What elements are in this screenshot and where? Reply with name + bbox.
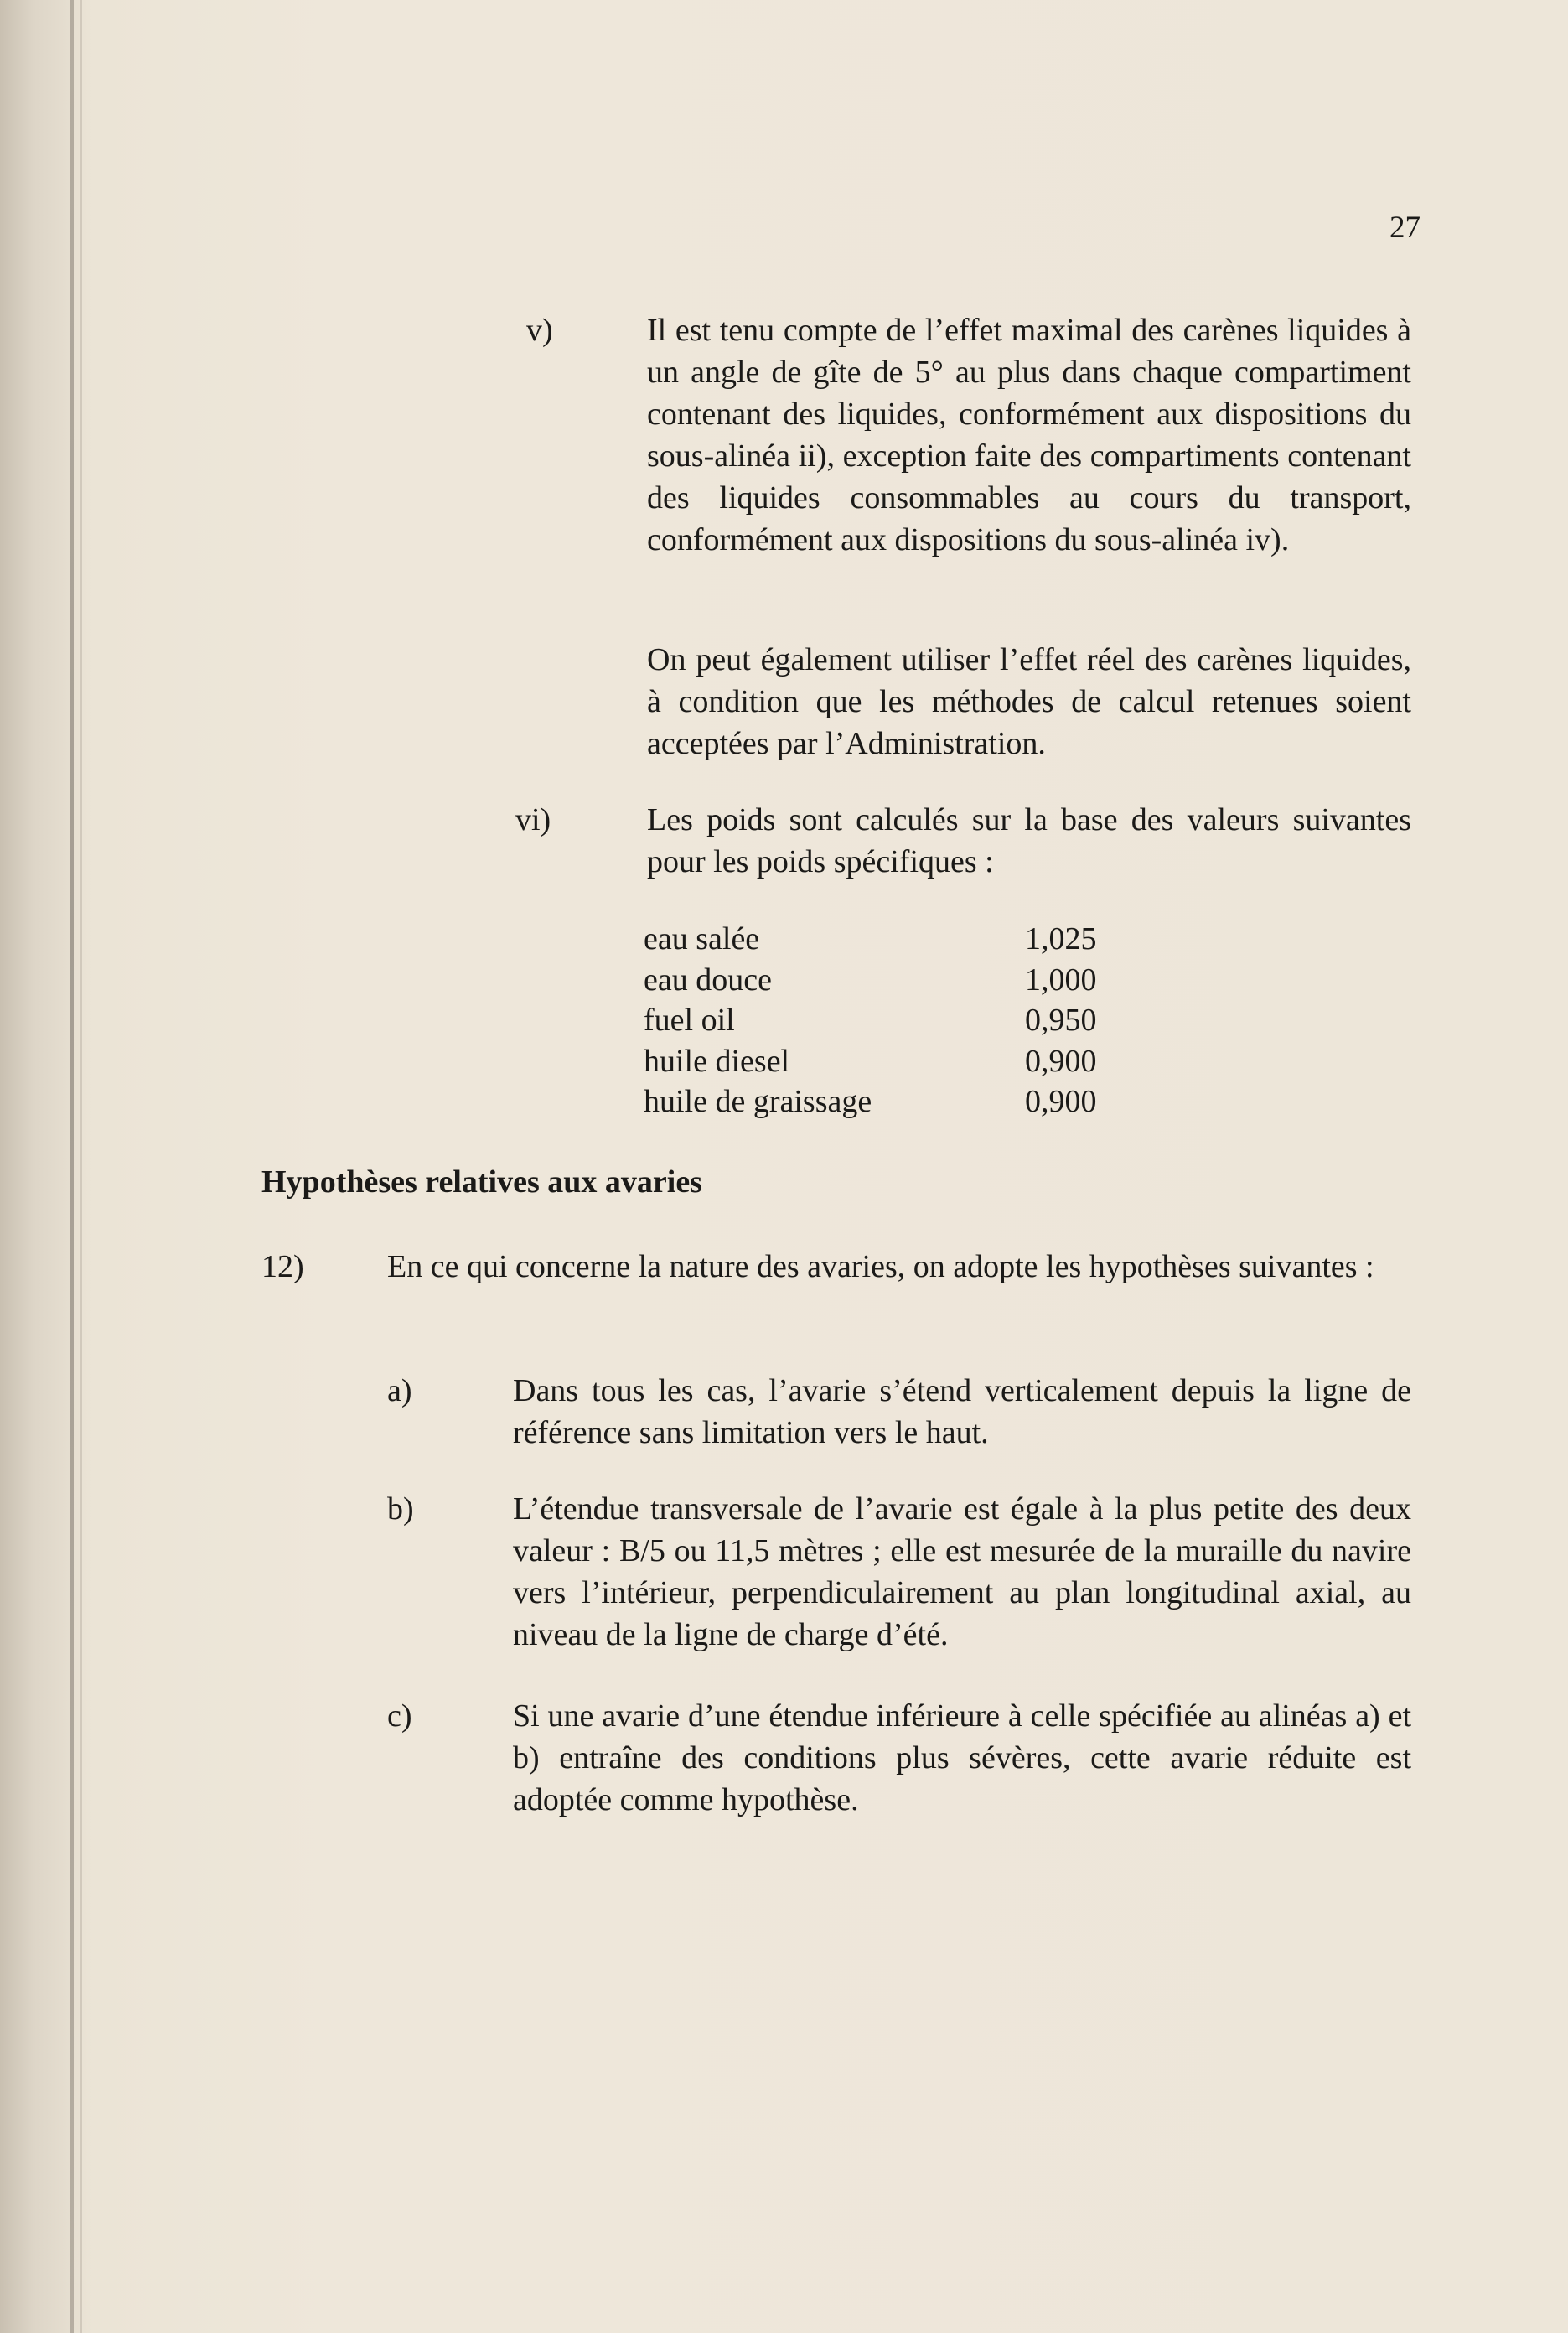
book-spine-shadow: [70, 0, 74, 2333]
sub-item-b-label: b): [387, 1491, 414, 1527]
sub-item-a-label: a): [387, 1373, 412, 1408]
item-vi-paragraph: Les poids sont calculés sur la base des valeurs suivantes pour les poids spécifiques :: [647, 802, 1411, 879]
book-spine-line: [80, 0, 82, 2333]
weight-value: 0,950: [1025, 1003, 1097, 1038]
sub-item-a-text: Dans tous les cas, l’avarie s’étend verticalement depuis la ligne de référence sans limitation vers le haut.: [513, 1373, 1411, 1450]
weight-name: fuel oil: [644, 1003, 735, 1038]
sub-item-c-label: c): [387, 1698, 412, 1734]
weight-name: huile de graissage: [644, 1084, 872, 1119]
weight-name: eau salée: [644, 921, 760, 957]
weight-value: 1,000: [1025, 962, 1097, 998]
item-12-label: 12): [261, 1249, 304, 1284]
table-row: [644, 1000, 1163, 1041]
item-v-paragraph-1: Il est tenu compte de l’effet maximal des carènes liquides à un angle de gîte de 5° au plus dans chaque compartiment contenant des liquides, conformément aux dispositions du sous-alinéa ii), exception faite des compartiments contenant des liquides consommables au cours du transport, conformément aux dispositions du sous-alinéa iv).: [647, 313, 1411, 557]
table-row: [644, 1081, 1163, 1122]
weight-value: 0,900: [1025, 1084, 1097, 1119]
item-12-paragraph: En ce qui concerne la nature des avaries, on adopte les hypothèses suivantes :: [387, 1249, 1374, 1284]
table-row: [644, 1041, 1163, 1082]
weight-value: 1,025: [1025, 921, 1097, 957]
sub-item-b-text: L’étendue transversale de l’avarie est égale à la plus petite des deux valeur : B/5 ou 11,5 mètres ; elle est mesurée de la muraille du navire vers l’intérieur, perpendiculairement au plan longitudinal axial, au niveau de la ligne de charge d’été.: [513, 1491, 1411, 1652]
table-row: [644, 919, 1163, 960]
table-row: [644, 960, 1163, 1001]
specific-weights-table: [644, 919, 1163, 1122]
page-number: 27: [1389, 210, 1421, 245]
item-v-label: v): [526, 313, 553, 348]
weight-name: huile diesel: [644, 1043, 790, 1079]
weight-value: 0,900: [1025, 1043, 1097, 1079]
section-heading: Hypothèses relatives aux avaries: [261, 1164, 702, 1200]
sub-item-c-text: Si une avarie d’une étendue inférieure à celle spécifiée au alinéas a) et b) entraîne des conditions plus sévères, cette avarie réduite est adoptée comme hypothèse.: [513, 1698, 1411, 1817]
item-vi-label: vi): [515, 802, 551, 837]
item-v-paragraph-2: On peut également utiliser l’effet réel des carènes liquides, à condition que les méthodes de calcul retenues soient acceptées par l’Administration.: [647, 642, 1411, 761]
weight-name: eau douce: [644, 962, 772, 998]
